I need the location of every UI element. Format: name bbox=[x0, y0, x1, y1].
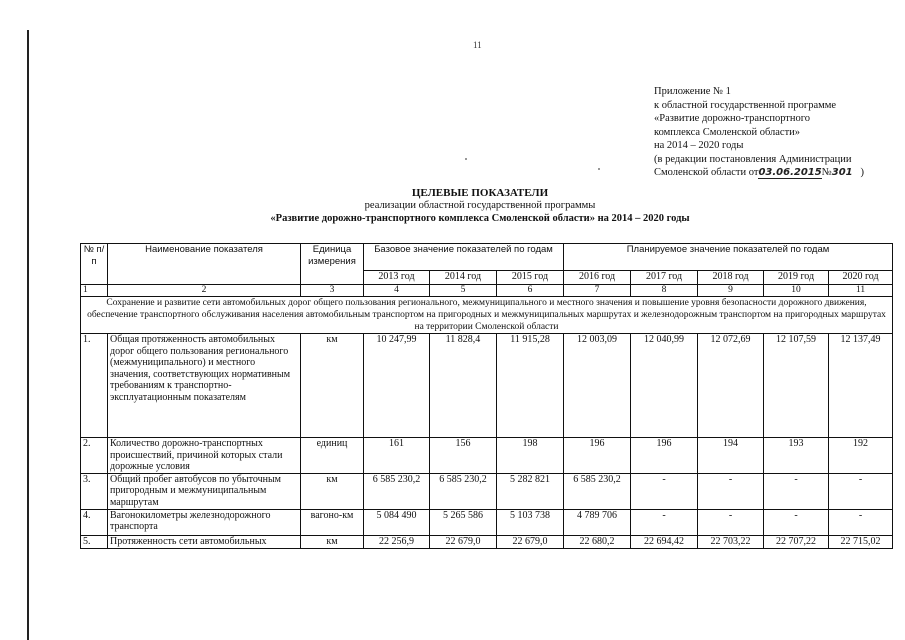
row-value: 22 707,22 bbox=[764, 535, 829, 548]
row-num: 3. bbox=[81, 473, 108, 509]
column-numbers-row bbox=[81, 285, 893, 297]
row-name: Вагонокилометры железнодорожного транспорта bbox=[108, 509, 301, 535]
row-unit: единиц bbox=[301, 438, 364, 474]
appendix-note bbox=[654, 85, 894, 180]
year-cell: 2018 год bbox=[698, 271, 764, 285]
column-number: 1 bbox=[81, 285, 108, 297]
row-value: 5 282 821 bbox=[497, 473, 564, 509]
column-number: 7 bbox=[564, 285, 631, 297]
row-value: - bbox=[631, 473, 698, 509]
row-value: 196 bbox=[631, 438, 698, 474]
title-subheading: реализации областной государственной программы bbox=[364, 200, 596, 211]
scan-speck bbox=[465, 158, 467, 160]
row-value: 22 694,42 bbox=[631, 535, 698, 548]
header-num: № п/п bbox=[81, 244, 108, 285]
row-value: 5 265 586 bbox=[430, 509, 497, 535]
header-unit: Единица измерения bbox=[301, 244, 364, 285]
column-number: 8 bbox=[631, 285, 698, 297]
page-number: 11 bbox=[473, 40, 482, 50]
row-value: 22 256,9 bbox=[364, 535, 430, 548]
row-value: 12 003,09 bbox=[564, 334, 631, 438]
row-value: 12 072,69 bbox=[698, 334, 764, 438]
row-name: Общий пробег автобусов по убыточным пригородным и межмуниципальным маршрутам bbox=[108, 473, 301, 509]
appendix-line-prefix: Смоленской области от bbox=[654, 167, 759, 178]
appendix-line: «Развитие дорожно-транспортного bbox=[654, 113, 811, 124]
row-name: Общая протяженность автомобильных дорог общего пользования регионального (межмуниципального) и местного значения, соответствующих нормативным требованиям к транспортно-эксплуатационным показателям bbox=[108, 334, 301, 438]
row-value: 11 828,4 bbox=[430, 334, 497, 438]
table-row bbox=[81, 334, 893, 438]
row-value: 6 585 230,2 bbox=[564, 473, 631, 509]
year-cell: 2019 год bbox=[764, 271, 829, 285]
column-number: 11 bbox=[829, 285, 893, 297]
table-row bbox=[81, 438, 893, 474]
row-value: 12 040,99 bbox=[631, 334, 698, 438]
year-cell: 2020 год bbox=[829, 271, 893, 285]
row-value: 22 703,22 bbox=[698, 535, 764, 548]
header-plan: Планируемое значение показателей по годам bbox=[564, 244, 893, 271]
row-value: 6 585 230,2 bbox=[430, 473, 497, 509]
row-value: 5 103 738 bbox=[497, 509, 564, 535]
row-name: Протяженность сети автомобильных bbox=[108, 535, 301, 548]
section-row bbox=[81, 297, 893, 334]
row-unit: км bbox=[301, 535, 364, 548]
row-value: 12 107,59 bbox=[764, 334, 829, 438]
appendix-line: комплекса Смоленской области» bbox=[654, 126, 801, 138]
row-value: - bbox=[829, 509, 893, 535]
column-number: 10 bbox=[764, 285, 829, 297]
row-value: 10 247,99 bbox=[364, 334, 430, 438]
table-row bbox=[81, 509, 893, 535]
header-row bbox=[81, 244, 893, 271]
indicators-table bbox=[80, 243, 893, 549]
title-heading: ЦЕЛЕВЫЕ ПОКАЗАТЕЛИ bbox=[411, 187, 549, 199]
row-value: 193 bbox=[764, 438, 829, 474]
row-unit: км bbox=[301, 473, 364, 509]
row-value: - bbox=[698, 509, 764, 535]
year-cell: 2015 год bbox=[497, 271, 564, 285]
column-number: 2 bbox=[108, 285, 301, 297]
year-cell: 2017 год bbox=[631, 271, 698, 285]
column-number: 6 bbox=[497, 285, 564, 297]
closing-paren: ) bbox=[860, 167, 864, 178]
row-value: 22 679,0 bbox=[497, 535, 564, 548]
row-value: - bbox=[764, 509, 829, 535]
row-value: 11 915,28 bbox=[497, 334, 564, 438]
row-num: 1. bbox=[81, 334, 108, 438]
row-num: 2. bbox=[81, 438, 108, 474]
row-value: - bbox=[631, 509, 698, 535]
row-unit: вагоно-км bbox=[301, 509, 364, 535]
handwritten-number: 301 bbox=[831, 167, 853, 178]
row-value: - bbox=[829, 473, 893, 509]
scan-speck bbox=[598, 168, 600, 170]
page-left-edge bbox=[27, 30, 29, 640]
row-value: 161 bbox=[364, 438, 430, 474]
number-sign: № bbox=[821, 167, 832, 178]
row-value: 22 715,02 bbox=[829, 535, 893, 548]
year-cell: 2014 год bbox=[430, 271, 497, 285]
row-value: 22 680,2 bbox=[564, 535, 631, 548]
row-name: Количество дорожно-транспортных происшествий, причиной которых стали дорожные условия bbox=[108, 438, 301, 474]
row-value: 192 bbox=[829, 438, 893, 474]
year-cell: 2013 год bbox=[364, 271, 430, 285]
appendix-line: на 2014 – 2020 годы bbox=[654, 140, 744, 151]
row-value: 6 585 230,2 bbox=[364, 473, 430, 509]
row-value: - bbox=[764, 473, 829, 509]
appendix-line: Приложение № 1 bbox=[654, 86, 731, 97]
row-num: 5. bbox=[81, 535, 108, 548]
row-value: 198 bbox=[497, 438, 564, 474]
row-value: 194 bbox=[698, 438, 764, 474]
title-program-name: «Развитие дорожно-транспортного комплекса Смоленской области» на 2014 – 2020 годы bbox=[270, 213, 690, 224]
row-value: 22 679,0 bbox=[430, 535, 497, 548]
row-num: 4. bbox=[81, 509, 108, 535]
row-value: 196 bbox=[564, 438, 631, 474]
year-cell: 2016 год bbox=[564, 271, 631, 285]
column-number: 4 bbox=[364, 285, 430, 297]
table-row bbox=[81, 473, 893, 509]
section-title: Сохранение и развитие сети автомобильных дорог общего пользования регионального, межмуниципального и местного значения и повышение уровня безопасности дорожного движения, обеспечение транспортного обслуживания населения автомобильным транспортом на пригородных и межмуниципальных маршрутах и железнодорожным транспортом на пригородных маршрутах на территории Смоленской области bbox=[81, 297, 893, 334]
header-base: Базовое значение показателей по годам bbox=[364, 244, 564, 271]
row-value: 5 084 490 bbox=[364, 509, 430, 535]
row-unit: км bbox=[301, 334, 364, 438]
appendix-signature-line bbox=[654, 166, 894, 180]
row-value: - bbox=[698, 473, 764, 509]
column-number: 3 bbox=[301, 285, 364, 297]
column-number: 5 bbox=[430, 285, 497, 297]
handwritten-date: 03.06.2015 bbox=[758, 167, 822, 178]
document-title bbox=[120, 187, 840, 225]
table-row bbox=[81, 535, 893, 548]
appendix-line: к областной государственной программе bbox=[654, 99, 837, 111]
row-value: 156 bbox=[430, 438, 497, 474]
row-value: 4 789 706 bbox=[564, 509, 631, 535]
row-value: 12 137,49 bbox=[829, 334, 893, 438]
column-number: 9 bbox=[698, 285, 764, 297]
header-name: Наименование показателя bbox=[108, 244, 301, 285]
appendix-line: (в редакции постановления Администрации bbox=[654, 153, 852, 165]
